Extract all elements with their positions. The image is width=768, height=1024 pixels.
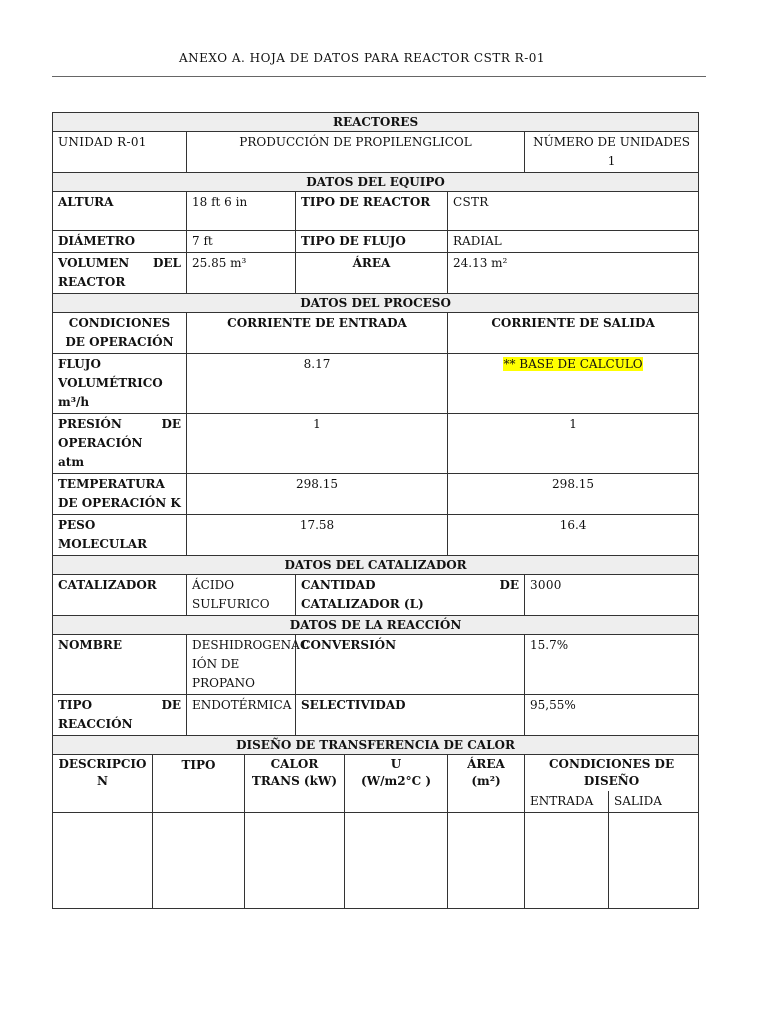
u-header bbox=[345, 755, 448, 813]
nombre-value-line-1: DESHIDROGENAC bbox=[192, 638, 309, 652]
descripcion-header-line-2: N bbox=[97, 774, 108, 788]
temperatura-label-line-1: TEMPERATURA bbox=[58, 477, 165, 491]
nombre-value bbox=[187, 635, 309, 695]
peso-molecular-entrada-value: 17.58 bbox=[187, 515, 448, 556]
tipo-flujo-value: RADIAL bbox=[448, 231, 699, 253]
calor-header-line-1: CALOR bbox=[270, 757, 319, 771]
area-header-line-1: ÁREA bbox=[467, 757, 505, 771]
empty-cell-entrada bbox=[525, 813, 609, 909]
tipo-reaccion-value: ENDOTÉRMICA bbox=[187, 695, 296, 736]
salida-subheader: SALIDA bbox=[609, 791, 699, 813]
unidad-cell: UNIDAD R-01 bbox=[53, 132, 187, 173]
area-value: 24.13 m² bbox=[448, 253, 699, 294]
volumen-label-line-1: VOLUMEN DEL bbox=[58, 256, 181, 270]
tipo-header: TIPO bbox=[153, 755, 245, 813]
empty-cell-area bbox=[448, 813, 525, 909]
cantidad-label-line-1: CANTIDAD DE bbox=[301, 578, 519, 592]
num-unidades-cell bbox=[525, 132, 699, 173]
flujo-label-line-1: FLUJO bbox=[58, 357, 101, 371]
presion-salida-value: 1 bbox=[448, 414, 699, 474]
conversion-label: CONVERSIÓN bbox=[296, 635, 525, 695]
flujo-volumetrico-label bbox=[53, 354, 187, 414]
area-label: ÁREA bbox=[296, 253, 448, 294]
section-transferencia: DISEÑO DE TRANSFERENCIA DE CALOR bbox=[53, 736, 699, 755]
empty-cell-calor bbox=[245, 813, 345, 909]
condiciones-operacion-header: CONDICIONES DE OPERACIÓN bbox=[53, 313, 187, 354]
calor-header-line-2: TRANS (kW) bbox=[251, 774, 338, 788]
flujo-entrada-value: 8.17 bbox=[187, 354, 448, 414]
cantidad-catalizador-value: 3000 bbox=[525, 575, 699, 616]
diametro-value: 7 ft bbox=[187, 231, 296, 253]
area-header-line-2: (m²) bbox=[471, 774, 501, 788]
altura-label: ALTURA bbox=[53, 192, 187, 231]
section-reaccion: DATOS DE LA REACCIÓN bbox=[53, 616, 699, 635]
presion-label-line-3: atm bbox=[58, 455, 85, 469]
section-proceso: DATOS DEL PROCESO bbox=[53, 294, 699, 313]
catalizador-value-line-2: SULFURICO bbox=[192, 597, 270, 611]
altura-value: 18 ft 6 in bbox=[187, 192, 296, 231]
section-equipo: DATOS DEL EQUIPO bbox=[53, 173, 699, 192]
presion-label-line-1: PRESIÓN DE bbox=[58, 417, 181, 431]
nombre-label: NOMBRE bbox=[53, 635, 187, 695]
calor-trans-header bbox=[245, 755, 345, 813]
section-reactores: REACTORES bbox=[53, 113, 699, 132]
base-de-calculo-highlight: ** BASE DE CALCULO bbox=[503, 357, 643, 371]
corriente-salida-header: CORRIENTE DE SALIDA bbox=[448, 313, 699, 354]
flujo-salida-cell bbox=[448, 354, 699, 414]
selectividad-label: SELECTIVIDAD bbox=[296, 695, 525, 736]
volumen-label-line-2: REACTOR bbox=[58, 275, 126, 289]
cantidad-label-line-2: CATALIZADOR (L) bbox=[301, 597, 424, 611]
diametro-label: DIÁMETRO bbox=[53, 231, 187, 253]
flujo-label-line-3: m³/h bbox=[58, 395, 90, 409]
entrada-subheader: ENTRADA bbox=[525, 791, 609, 813]
empty-cell-descripcion bbox=[53, 813, 153, 909]
produccion-cell: PRODUCCIÓN DE PROPILENGLICOL bbox=[187, 132, 525, 173]
reactor-datasheet-table bbox=[52, 112, 699, 909]
descripcion-header bbox=[53, 755, 153, 813]
presion-label-line-2: OPERACIÓN bbox=[58, 436, 143, 450]
catalizador-label: CATALIZADOR bbox=[53, 575, 187, 616]
temperatura-operacion-label bbox=[53, 474, 187, 515]
u-header-line-1: U bbox=[390, 757, 402, 771]
condiciones-diseno-header: CONDICIONES DE DISEÑO bbox=[525, 755, 699, 792]
num-unidades-value: 1 bbox=[607, 154, 616, 168]
catalizador-value-line-1: ÁCIDO bbox=[192, 578, 235, 592]
u-header-line-2: (W/m2°C ) bbox=[361, 774, 431, 788]
document-title: ANEXO A. HOJA DE DATOS PARA REACTOR CSTR R-01 bbox=[178, 51, 546, 65]
corriente-entrada-header: CORRIENTE DE ENTRADA bbox=[187, 313, 448, 354]
catalizador-value bbox=[187, 575, 296, 616]
conversion-value: 15.7% bbox=[525, 635, 699, 695]
section-catalizador: DATOS DEL CATALIZADOR bbox=[53, 556, 699, 575]
empty-cell-salida bbox=[609, 813, 699, 909]
volumen-value: 25.85 m³ bbox=[187, 253, 296, 294]
area-header bbox=[448, 755, 525, 813]
num-unidades-label: NÚMERO DE UNIDADES bbox=[533, 135, 690, 149]
flujo-label-line-2: VOLUMÉTRICO bbox=[58, 376, 163, 390]
tipo-reactor-value: CSTR bbox=[448, 192, 699, 231]
empty-cell-u bbox=[345, 813, 448, 909]
tipo-reaccion-label-line-1: TIPO DE bbox=[58, 698, 181, 712]
empty-cell-tipo bbox=[153, 813, 245, 909]
presion-entrada-value: 1 bbox=[187, 414, 448, 474]
title-rule bbox=[52, 76, 706, 77]
temperatura-label-line-2: DE OPERACIÓN K bbox=[58, 496, 181, 510]
nombre-value-line-2: IÓN DE PROPANO bbox=[192, 657, 255, 690]
cantidad-catalizador-label bbox=[296, 575, 525, 616]
tipo-reactor-label: TIPO DE REACTOR bbox=[296, 192, 448, 231]
temperatura-entrada-value: 298.15 bbox=[187, 474, 448, 515]
tipo-flujo-label: TIPO DE FLUJO bbox=[296, 231, 448, 253]
tipo-reaccion-label bbox=[53, 695, 187, 736]
tipo-reaccion-label-line-2: REACCIÓN bbox=[58, 717, 133, 731]
volumen-label bbox=[53, 253, 187, 294]
descripcion-header-line-1: DESCRIPCIO bbox=[58, 757, 147, 771]
temperatura-salida-value: 298.15 bbox=[448, 474, 699, 515]
selectividad-value: 95,55% bbox=[525, 695, 699, 736]
presion-operacion-label bbox=[53, 414, 187, 474]
peso-molecular-label: PESO MOLECULAR bbox=[53, 515, 187, 556]
peso-molecular-salida-value: 16.4 bbox=[448, 515, 699, 556]
